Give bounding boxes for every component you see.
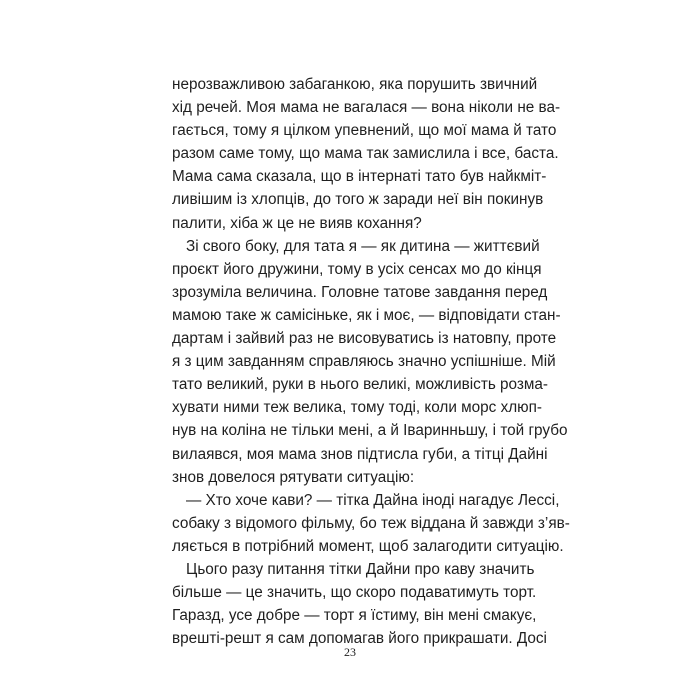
text-line: хід речей. Моя мама не вагалася — вона ніколи не ва- [172,99,561,117]
text-line: нерозважливою забаганкою, яка порушить звичний [172,76,538,93]
text-line: хувати ними теж велика, тому тоді, коли морс хлюп- [172,399,543,417]
text-line: Гаразд, усе добре — торт я їстиму, він мені смакує, [172,607,537,625]
text-line: я з цим завданням справляюсь значно успішніше. Мій [172,353,556,371]
text-line: ляється в потрібний момент, щоб залагодити ситуацію. [172,537,564,555]
text-line: собаку з відомого фільму, бо теж віддана й завжди з’яв- [172,514,570,532]
text-line: більше — це значить, що скоро подаватимуть торт. [172,584,537,602]
text-line: Мама сама сказала, що в інтернаті тато був найкміт- [172,168,547,186]
text-line: гається, тому я цілком упевнений, що мої мама й тато [172,122,557,140]
text-line: врешті-решт я сам допомагав його прикрашати. Досі [172,630,547,648]
text-line: мамою таке ж самісіньке, як і моє, — відповідати стан- [172,306,561,324]
text-line: зрозуміла величина. Головне татове завдання перед [172,283,548,301]
text-line: Цього разу питання тітки Дайни про каву значить [186,560,535,578]
text-line: нув на коліна не тільки мені, а й Іваринньшу, і той грубо [172,422,568,440]
text-line: ливішим із хлопців, до того ж заради неї він покинув [172,191,544,209]
text-line: — Хто хоче кави? — тітка Дайна іноді нагадує Лессі, [186,491,560,509]
text-line: Зі свого боку, для тата я — як дитина — життєвий [186,237,540,255]
text-line: дартам і зайвий раз не висовуватись із натовпу, проте [172,330,557,348]
body-text [172,73,570,650]
text-line: разом саме тому, що мама так замислила і все, баста. [172,145,559,163]
text-line: проєкт його дружини, тому в усіх сенсах мо до кінця [172,260,542,278]
text-line: вилаявся, моя мама знов підтисла губи, а тітці Дайні [172,445,548,463]
text-line: знов довелося рятувати ситуацію: [172,468,415,486]
text-line: тато великий, руки в нього великі, можливість розма- [172,376,549,394]
text-line: палити, хіба ж це не вияв кохання? [172,214,422,232]
page-number: 23 [344,645,356,659]
